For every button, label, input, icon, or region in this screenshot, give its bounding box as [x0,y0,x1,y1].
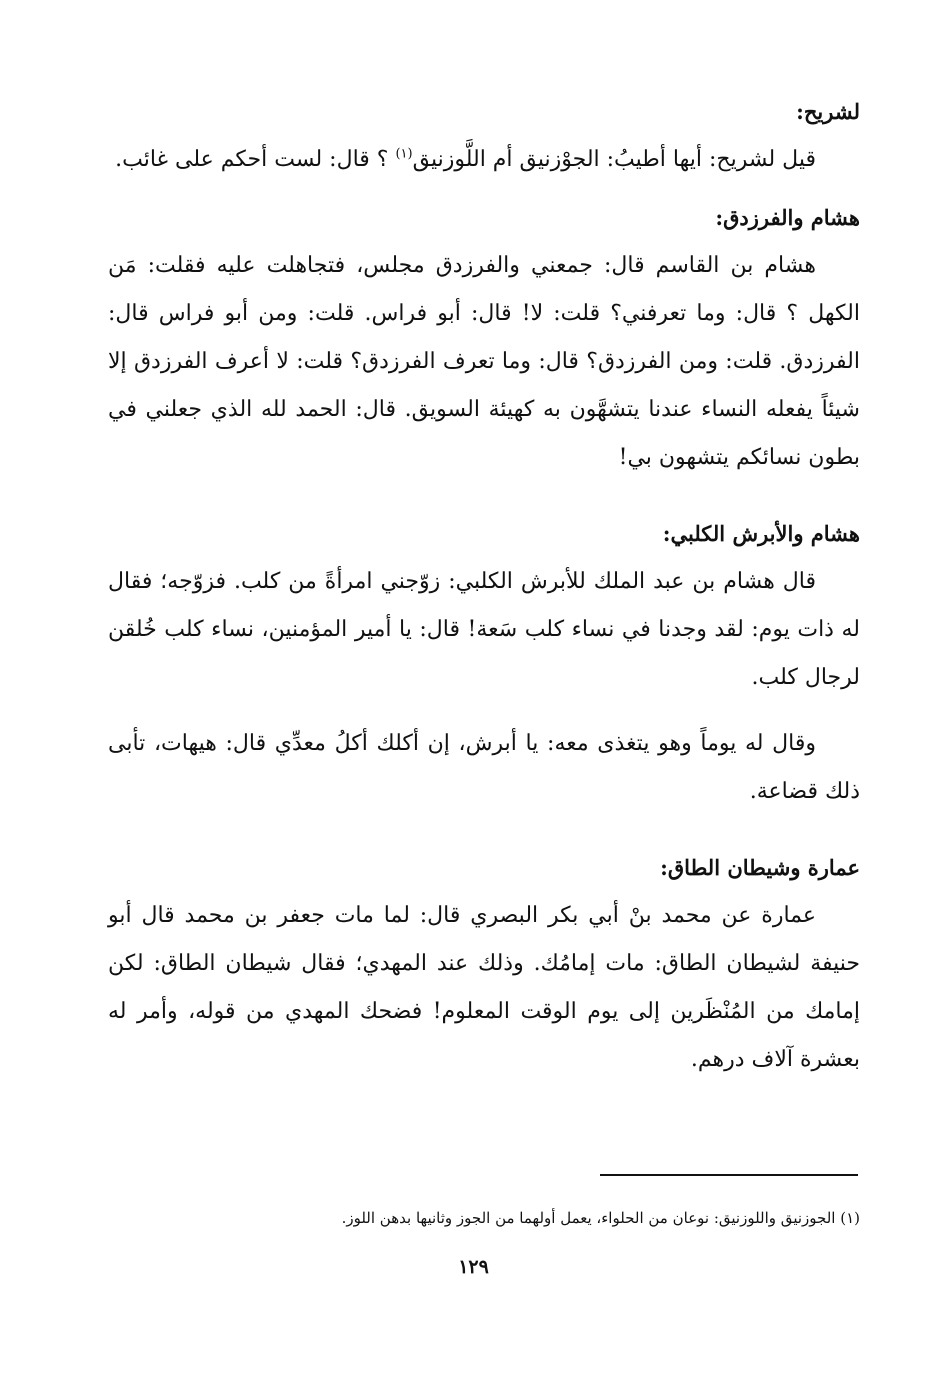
paragraph-umara-shaytan: عمارة عن محمد بنْ أبي بكر البصري قال: لما مات جعفر بن محمد قال أبو حنيفة لشيطان الطاق: مات إمامُك. وذلك عند المهدي؛ فقال شيطان الطاق: لكن إمامك من المُنْظَرين إلى يوم الوقت المعلوم! فضحك المهدي من قوله، وأمر له بعشرة آلاف درهم. [108,903,860,1072]
section-umara-shaytan [108,852,860,1084]
page-number: ١٢٩ [458,1256,489,1278]
section-hisham-abrash [108,518,860,816]
footnote-text: الجوزنيق واللوزنيق: نوعان من الحلواء، يعمل أولهما من الجوز وثانيها بدهن اللوز. [341,1209,836,1227]
section-title-hisham-farazdaq: هشام والفرزدق: [715,205,860,230]
paragraph-hisham-abrash-1: قال هشام بن عبد الملك للأبرش الكلبي: زوّجني امرأةً من كلب. فزوّجه؛ فقال له ذات يوم: لقد وجدنا في نساء كلب سَعة! قال: يا أمير المؤمنين، نساء كلب خُلقن لرجال كلب. [108,569,861,690]
footnote-reference: (١) [395,146,413,162]
section-title-umara-shaytan: عمارة وشيطان الطاق: [660,855,860,880]
section-hisham-farazdaq [108,202,860,482]
section-title-shurayh: لشريح: [796,99,860,124]
main-text [108,96,860,1084]
section-title-hisham-abrash: هشام والأبرش الكلبي: [662,521,860,546]
paragraph-hisham-abrash-2: وقال له يوماً وهو يتغذى معه: يا أبرش، إن أكلك أكلُ معدِّي قال: هيهات، تأبى ذلك قضاعة. [108,731,860,804]
paragraph-hisham-farazdaq: هشام بن القاسم قال: جمعني والفرزدق مجلس، فتجاهلت عليه فقلت: مَن الكهل ؟ قال: وما تعرفني؟ قلت: لا! قال: أبو فراس. قلت: ومن أبو فراس قال: الفرزدق. قلت: ومن الفرزدق؟ قال: وما تعرف الفرزدق؟ قلت: لا أعرف الفرزدق إلا شيئاً يفعله النساء عندنا يتشهَّون به كهيئة السويق. قال: الحمد لله الذي جعلني في بطون نسائكم يتشهون بي! [108,253,860,470]
paragraph-shurayh-part2: ؟ قال: لست أحكم على غائب. [115,147,396,172]
section-shurayh [108,96,860,184]
paragraph-shurayh [108,136,860,184]
paragraph-shurayh-part1: قيل لشريح: أيها أطيبُ: الجوْزنيق أم اللَّوزنيق [412,147,816,172]
footnote [108,1206,860,1230]
footnote-separator [600,1174,858,1176]
footnote-marker: (١) [840,1209,860,1227]
